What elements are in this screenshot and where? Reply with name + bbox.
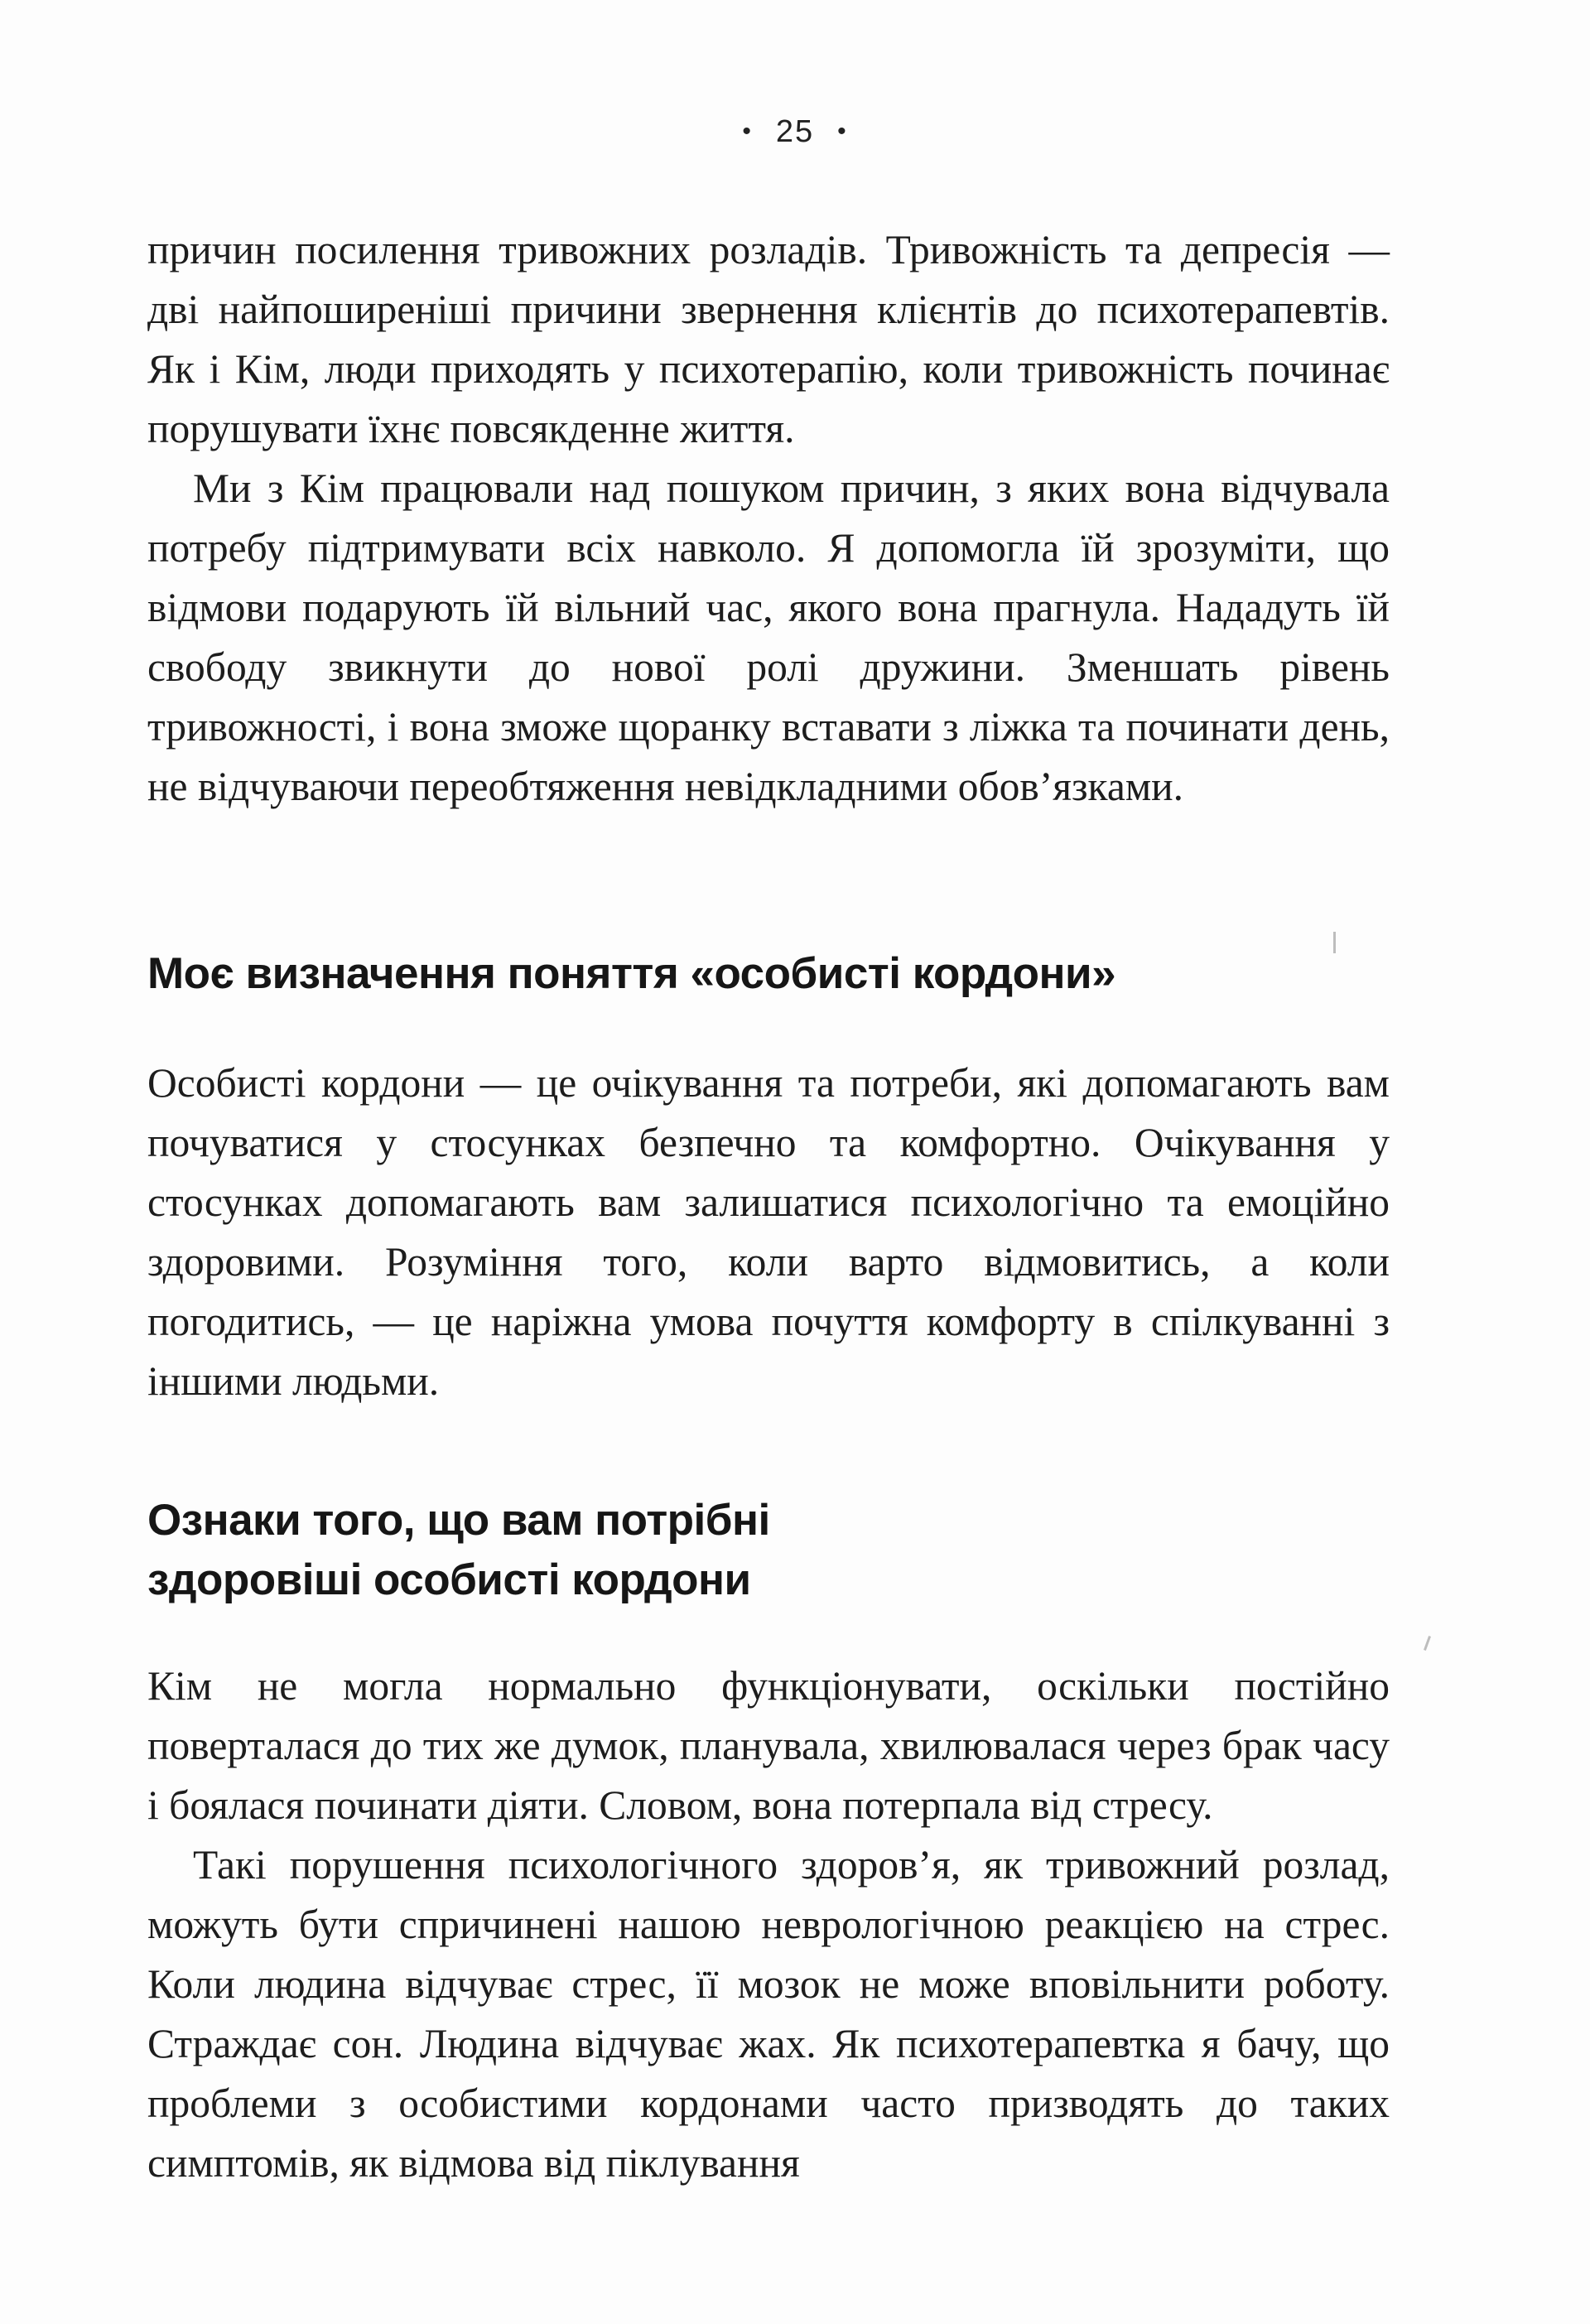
intro-paragraph-2: Ми з Кім працювали над пошуком причин, з яких вона відчувала потребу підтримувати всіх навколо. Я допомогла їй зрозуміти, що відмови подарують їй вільний час, якого вона прагнула. Нададуть їй свободу звикнути до нової ролі дружини. Зменшать рівень тривожності, і вона зможе щоранку вставати з ліжка та починати день, не відчуваючи переобтяження невідкладними обов’язками.: [147, 465, 1390, 809]
header-dot-right: •: [837, 118, 848, 145]
header-dot-left: •: [742, 118, 753, 145]
page-header: [0, 114, 1590, 150]
intro-text: [147, 220, 1390, 817]
section2-paragraph-1: Кім не могла нормально функціонувати, оскільки постійно поверталася до тих же думок, планувала, хвилювалася через брак часу і боялася починати діяти. Словом, вона потерпала від стресу.: [147, 1663, 1390, 1828]
section1-text: [147, 1054, 1390, 1411]
section-heading-line-2: здоровіші особисті кордони: [147, 1555, 751, 1604]
intro-paragraph-1: причин посилення тривожних розладів. Тривожність та депресія — дві найпоширеніші причини звернення клієнтів до психотерапевтів. Як і Кім, люди приходять у психотерапію, коли тривожність починає порушувати їхнє повсякденне життя.: [147, 227, 1390, 451]
section-heading-signs: [147, 1491, 1390, 1610]
section2-paragraph-2: Такі порушення психологічного здоров’я, як тривожний розлад, можуть бути спричинені нашою неврологічною реакцією на стрес. Коли людина відчуває стрес, її мозок не може вповільнити роботу. Страждає сон. Людина відчуває жах. Як психотерапевтка я бачу, що проблеми з особистими кордонами часто призводять до таких симптомів, як відмова від піклування: [147, 1842, 1390, 2186]
page-number: 25: [775, 114, 815, 149]
scan-mark: [1333, 932, 1336, 953]
section-heading-text: Моє визначення поняття «особисті кордони»: [147, 949, 1116, 998]
scan-mark: [1424, 1636, 1431, 1651]
section-heading-boundaries-definition: [147, 944, 1390, 1004]
section2-text: [147, 1656, 1390, 2193]
section-heading-line-1: Ознаки того, що вам потрібні: [147, 1496, 770, 1545]
section1-paragraph-1: Особисті кордони — це очікування та потреби, які допомагають вам почуватися у стосунках безпечно та комфортно. Очікування у стосунках допомагають вам залишатися психологічно та емоційно здоровими. Розуміння того, коли варто відмовитись, а коли погодитись, — це наріжна умова почуття комфорту в спілкуванні з іншими людьми.: [147, 1060, 1390, 1404]
